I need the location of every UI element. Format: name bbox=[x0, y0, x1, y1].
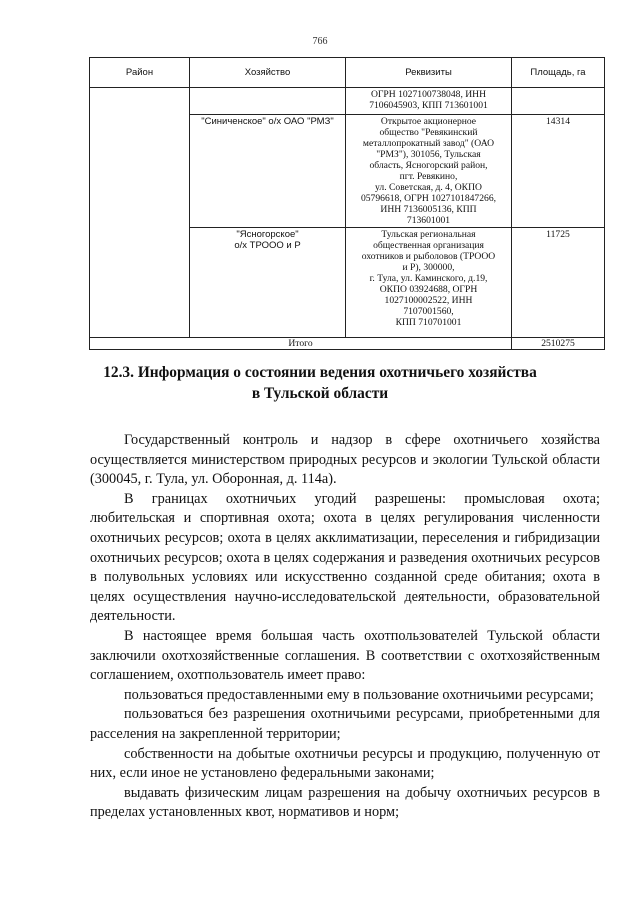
table-header-row bbox=[90, 58, 605, 88]
header-area: Площадь, га bbox=[512, 58, 605, 88]
requisites-cell: Тульская региональная общественная организация охотников и рыболовов (ТРООО и Р), 300000, г. Тула, ул. Каминского, д.19, ОКПО 03924688, ОГРН 1027100002522, ИНН 7107001560, КПП 710701001 bbox=[346, 228, 512, 338]
section-title: 12.3. Информация о состоянии ведения охотничьего хозяйства в Тульской области bbox=[103, 364, 537, 402]
paragraph: В настоящее время большая часть охотпользователей Тульской области заключили охотхозяйственные соглашения. В соответствии с охотхозяйственным соглашением, охотпользователь имеет право: bbox=[90, 627, 600, 684]
district-cell bbox=[90, 88, 190, 338]
body-text bbox=[90, 431, 600, 823]
paragraph: пользоваться без разрешения охотничьими ресурсами, приобретенными для расселения на закрепленной территории; bbox=[90, 706, 600, 742]
requisites-cell: ОГРН 1027100738048, ИНН 7106045903, КПП 713601001 bbox=[346, 88, 512, 115]
farm-cell: "Синиченское" о/х ОАО "РМЗ" bbox=[190, 115, 346, 228]
hunting-grounds-table bbox=[89, 57, 605, 350]
total-area: 2510275 bbox=[512, 338, 605, 350]
header-farm: Хозяйство bbox=[190, 58, 346, 88]
farm-cell bbox=[190, 88, 346, 115]
page-number: 766 bbox=[312, 36, 328, 47]
paragraph: В границах охотничьих угодий разрешены: промысловая охота; любительская и спортивная охота; охота в целях регулирования численности охотничьих ресурсов; охота в целях акклиматизации, переселения и гибридизации охотничьих ресурсов; охота в целях содержания и разведения охотничьих ресурсов в полувольных условиях или искусственно созданной среде обитания; охота в целях осуществления научно-исследовательской деятельности, образовательной деятельности. bbox=[90, 490, 600, 625]
header-district: Район bbox=[90, 58, 190, 88]
area-cell: 11725 bbox=[512, 228, 605, 338]
paragraph: собственности на добытые охотничьи ресурсы и продукцию, полученную от них, если иное не установлено федеральными законами; bbox=[90, 745, 600, 782]
area-cell bbox=[512, 88, 605, 115]
farm-cell: "Ясногорское" о/х ТРООО и Р bbox=[190, 228, 346, 338]
table-row bbox=[90, 88, 605, 115]
paragraph: пользоваться предоставленными ему в пользование охотничьими ресурсами; bbox=[124, 686, 594, 703]
area-cell: 14314 bbox=[512, 115, 605, 228]
total-label: Итого bbox=[90, 338, 512, 350]
paragraph: выдавать физическим лицам разрешения на добычу охотничьих ресурсов в пределах установленных квот, нормативов и норм; bbox=[90, 784, 600, 821]
header-requisites: Реквизиты bbox=[346, 58, 512, 88]
requisites-cell: Открытое акционерное общество "Ревякинский металлопрокатный завод" (ОАО "РМЗ"), 301056, Тульская область, Ясногорский район, пгт. Ревякино, ул. Советская, д. 4, ОКПО 05796618, ОГРН 1027101847266, ИНН 7136005136, КПП 713601001 bbox=[346, 115, 512, 228]
paragraph: Государственный контроль и надзор в сфере охотничьего хозяйства осуществляется министерством природных ресурсов и экологии Тульской области (300045, г. Тула, ул. Оборонная, д. 114а). bbox=[90, 432, 600, 488]
table-total-row bbox=[90, 338, 605, 350]
